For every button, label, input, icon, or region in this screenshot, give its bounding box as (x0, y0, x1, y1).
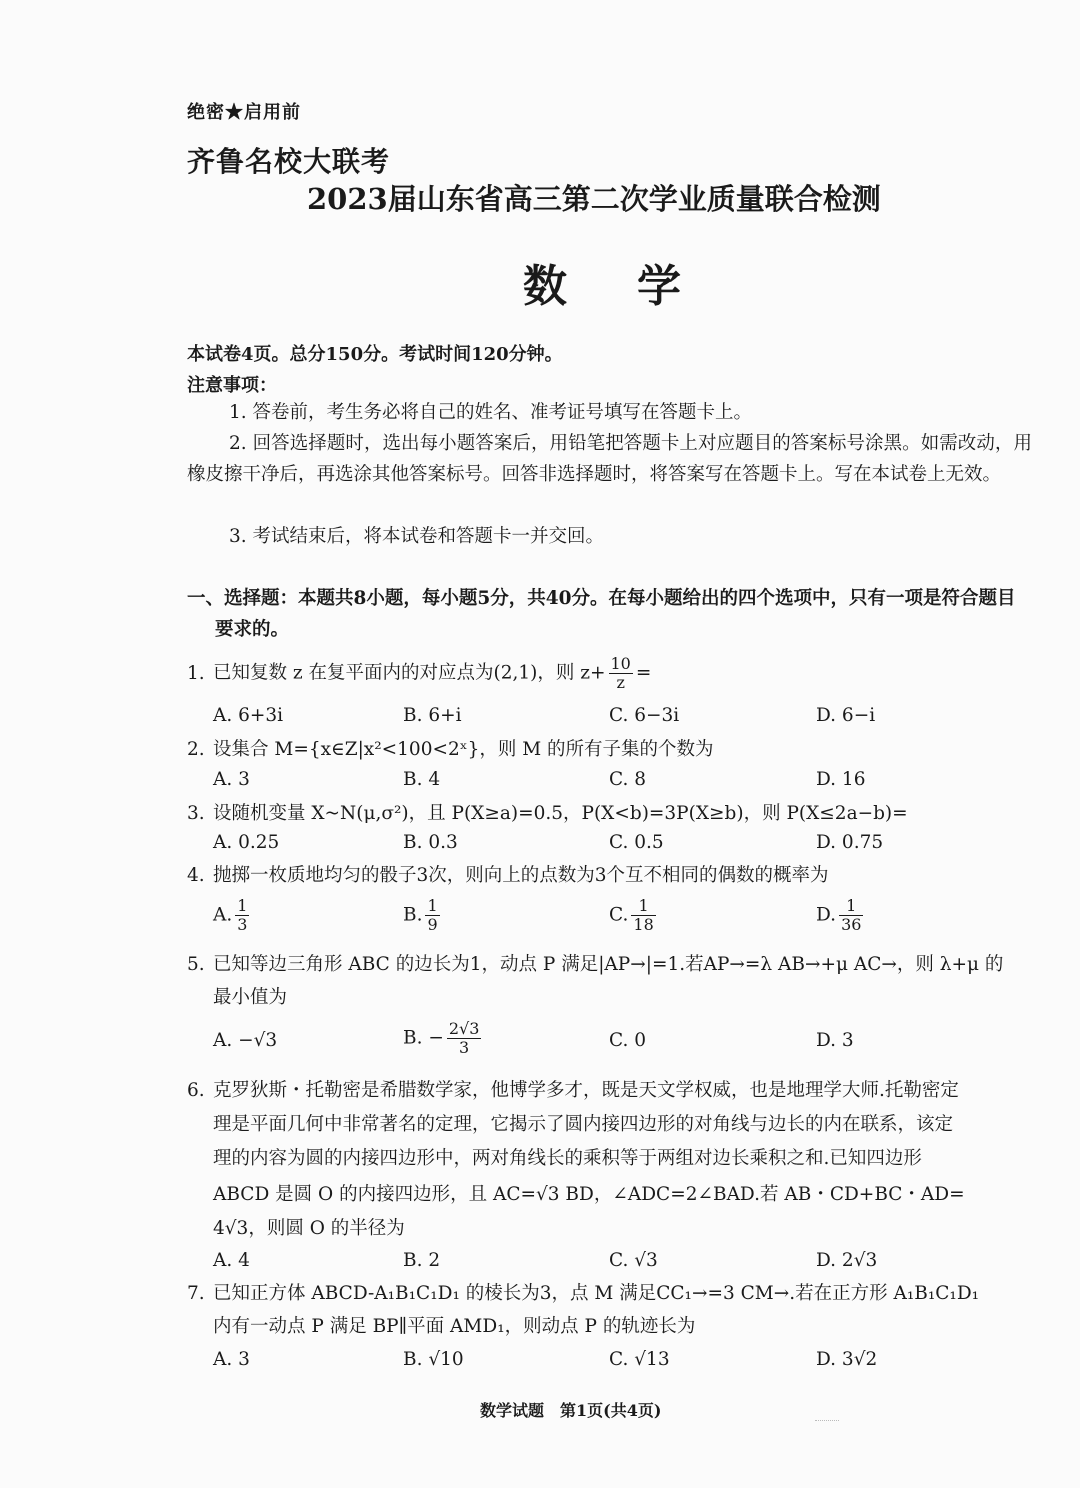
fraction (631, 897, 655, 934)
question-stem: 设随机变量 X~N(μ,σ²)，且 P(X≥a)=0.5，P(X<b)=3P(X≥b)，则 P(X≤2a−b)= (213, 803, 908, 824)
option-label: C. (609, 904, 629, 926)
option-a: A. 0.25 (213, 832, 280, 853)
option-c: C. 0 (609, 1030, 647, 1051)
option-d (816, 897, 866, 934)
question-line: 理是平面几何中非常著名的定理，它揭示了圆内接四边形的对角线与边长的内在联系，该定 (213, 1114, 954, 1135)
question-4 (187, 859, 1032, 892)
question-number: 4. (187, 865, 205, 886)
option-a (213, 897, 252, 934)
options-4 (213, 897, 1033, 941)
question-3 (187, 797, 1032, 830)
option-d: D. 3 (816, 1030, 854, 1051)
section-heading: 一、选择题：本题共8小题，每小题5分，共40分。在每小题给出的四个选项中，只有一项是符合题目要求的。 (187, 588, 1016, 640)
question-stem: 已知等边三角形 ABC 的边长为1，动点 P 满足|AP→|=1.若AP→=λ AB→+μ AC→，则 λ+μ 的 (213, 954, 1004, 975)
question-number: 2. (187, 739, 205, 760)
notice-heading: 注意事项： (187, 375, 277, 396)
notice-item-1: 1. 答卷前，考生务必将自己的姓名、准考证号填写在答题卡上。 (229, 402, 753, 423)
options-2 (213, 769, 1033, 799)
fraction (425, 897, 439, 934)
denominator: 9 (427, 915, 438, 934)
subject-title: 数学 (523, 261, 751, 312)
question-line: 克罗狄斯・托勒密是希腊数学家，他博学多才，既是天文学权威，也是地理学大师.托勒密定 (213, 1080, 959, 1101)
option-c: C. 8 (609, 769, 647, 790)
option-c: C. √3 (609, 1250, 658, 1271)
fraction (235, 897, 249, 934)
notice-item-2: 2. 回答选择题时，选出每小题答案后，用铅笔把答题卡上对应题目的答案标号涂黑。如需改动，用橡皮擦干净后，再选涂其他答案标号。回答非选择题时，将答案写在答题卡上。写在本试卷上无效。 (187, 433, 1032, 485)
fraction (839, 897, 863, 934)
option-b: B. 2 (403, 1250, 441, 1271)
numerator: 1 (237, 896, 248, 915)
option-a: A. −√3 (213, 1030, 278, 1051)
question-5 (187, 948, 1032, 1014)
question-line: 已知正方体 ABCD-A₁B₁C₁D₁ 的棱长为3，点 M 满足CC₁→=3 CM→.若在正方形 A₁B₁C₁D₁ (213, 1283, 980, 1304)
question-number: 1. (187, 662, 205, 684)
denominator: 3 (459, 1038, 470, 1057)
option-c: C. 6−3i (609, 705, 680, 726)
options-7 (213, 1349, 1033, 1379)
option-b: B. 0.3 (403, 832, 458, 853)
fraction (609, 655, 633, 692)
options-1 (213, 705, 1033, 735)
question-line: 4√3，则圆 O 的半径为 (213, 1218, 405, 1239)
option-b (403, 1020, 484, 1057)
question-stem: 已知复数 z 在复平面内的对应点为(2,1)，则 z+ (213, 662, 606, 684)
question-stem: 抛掷一枚质地均匀的骰子3次，则向上的点数为3个互不相同的偶数的概率为 (213, 865, 829, 886)
option-label: B. − (403, 1027, 444, 1049)
question-number: 7. (187, 1283, 205, 1304)
option-c: C. √13 (609, 1349, 670, 1370)
exam-info: 本试卷4页。总分150分。考试时间120分钟。 (187, 344, 563, 365)
question-line: 理的内容为圆的内接四边形中，两对角线长的乘积等于两组对边长乘积之和.已知四边形 (213, 1148, 922, 1169)
option-label: D. (816, 904, 837, 926)
denominator: 3 (237, 915, 248, 934)
equals-sign: = (635, 662, 652, 684)
denominator: 36 (841, 915, 862, 934)
option-d: D. 3√2 (816, 1349, 878, 1370)
numerator: 1 (427, 896, 438, 915)
option-b: B. √10 (403, 1349, 464, 1370)
option-d: D. 2√3 (816, 1250, 878, 1271)
question-7 (187, 1277, 1032, 1343)
option-b (403, 897, 443, 934)
question-number: 5. (187, 954, 205, 975)
fraction (447, 1020, 482, 1057)
question-stem: 设集合 M={x∈Z|x²<100<2ˣ}，则 M 的所有子集的个数为 (213, 739, 714, 760)
denominator: 18 (633, 915, 654, 934)
question-stem-cont: 最小值为 (213, 987, 288, 1008)
denominator: z (616, 673, 625, 692)
option-a: A. 3 (213, 769, 250, 790)
option-a: A. 6+3i (213, 705, 284, 726)
option-a: A. 4 (213, 1250, 250, 1271)
exam-brand: 齐鲁名校大联考 (187, 145, 391, 178)
confidential-mark: 绝密★启用前 (187, 102, 301, 123)
option-a: A. 3 (213, 1349, 250, 1370)
options-6 (213, 1250, 1033, 1280)
options-3 (213, 832, 1033, 862)
exam-title: 2023届山东省高三第二次学业质量联合检测 (307, 182, 881, 216)
options-5 (213, 1020, 1033, 1068)
numerator: 1 (839, 897, 863, 916)
question-6 (187, 1074, 1032, 1246)
question-number: 6. (187, 1080, 205, 1101)
question-line: 内有一动点 P 满足 BP∥平面 AMD₁，则动点 P 的轨迹长为 (213, 1316, 696, 1337)
numerator: 1 (631, 897, 655, 916)
question-line: ABCD 是圆 O 的内接四边形，且 AC=√3 BD，∠ADC=2∠BAD.若 AB・CD+BC・AD= (213, 1184, 965, 1205)
option-b: B. 6+i (403, 705, 462, 726)
option-d: D. 16 (816, 769, 866, 790)
option-label: B. (403, 904, 423, 926)
question-2 (187, 733, 1032, 766)
option-c: C. 0.5 (609, 832, 664, 853)
numerator: 2√3 (448, 1019, 480, 1038)
option-d: D. 6−i (816, 705, 876, 726)
question-number: 3. (187, 803, 205, 824)
option-b: B. 4 (403, 769, 441, 790)
option-c (609, 897, 659, 934)
scan-smudge (815, 1420, 839, 1429)
numerator: 10 (610, 654, 631, 673)
page-footer: 数学试题 第1页(共4页) (480, 1401, 662, 1420)
option-d: D. 0.75 (816, 832, 884, 853)
option-label: A. (213, 904, 233, 926)
question-1 (187, 655, 1032, 692)
notice-item-3: 3. 考试结束后，将本试卷和答题卡一并交回。 (229, 526, 605, 547)
